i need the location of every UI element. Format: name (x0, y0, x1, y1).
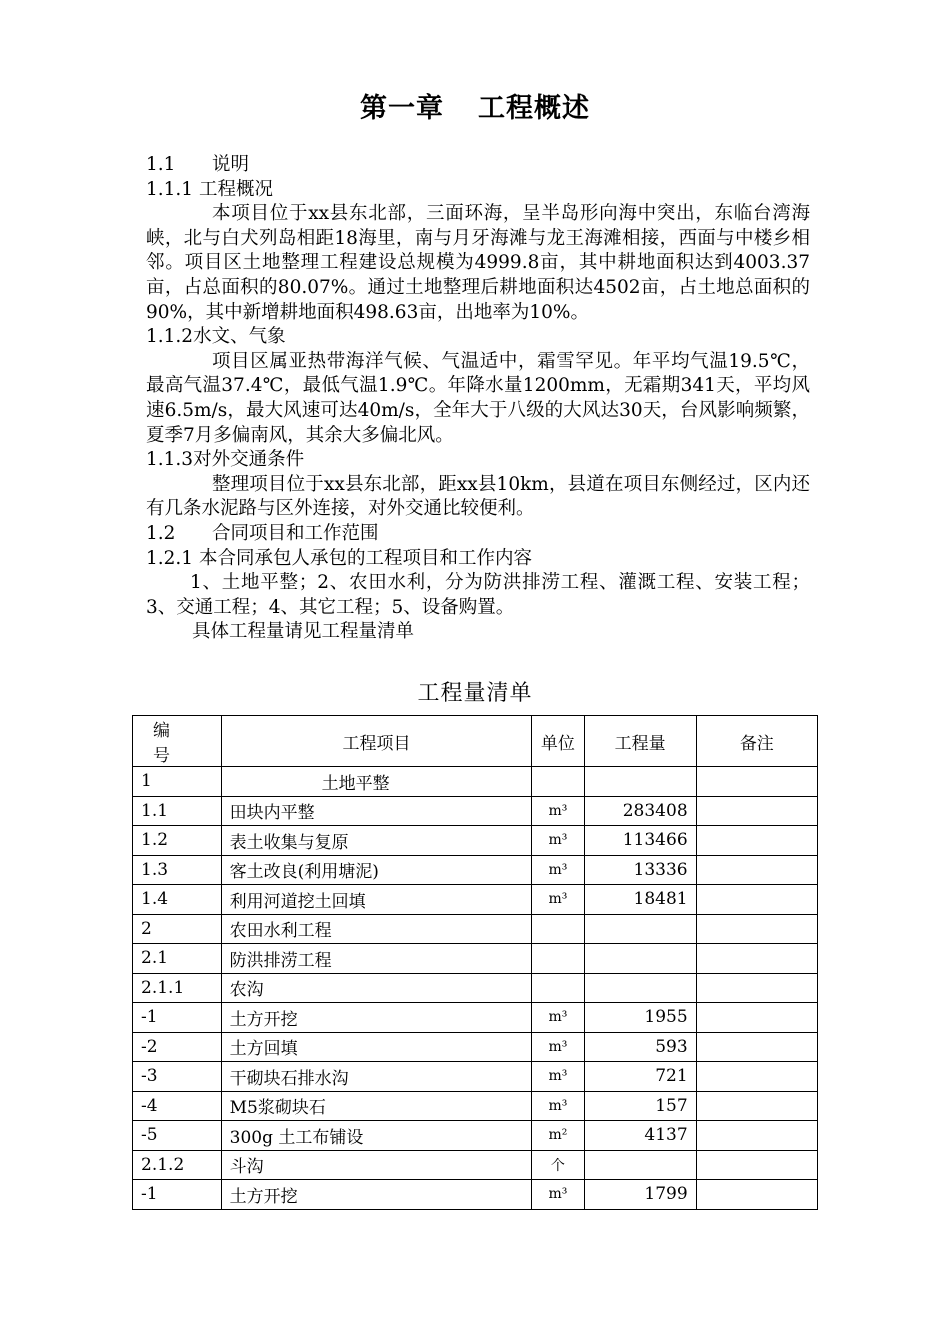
cell-unit: m³ (532, 826, 584, 856)
cell-item: 土地平整 (221, 767, 532, 797)
header-unit: 单位 (532, 716, 584, 767)
table-row (133, 1150, 818, 1180)
cell-num: -5 (133, 1121, 222, 1151)
cell-remark (696, 1150, 817, 1180)
cell-num: 1.3 (133, 855, 222, 885)
cell-qty (584, 973, 696, 1003)
cell-item: 农田水利工程 (221, 914, 532, 944)
table-row (133, 885, 818, 915)
table-title: 工程量清单 (417, 681, 533, 706)
cell-unit: m³ (532, 1062, 584, 1092)
cell-num: 1.1 (133, 796, 222, 826)
cell-item: 农沟 (221, 973, 532, 1003)
cell-qty: 721 (584, 1062, 696, 1092)
table-row (133, 914, 818, 944)
table-row (133, 1032, 818, 1062)
table-row (133, 944, 818, 974)
header-remark: 备注 (696, 716, 817, 767)
section-1-2-1-heading: 1.2.1 本合同承包人承包的工程项目和工作内容 (146, 547, 532, 569)
cell-num: -4 (133, 1091, 222, 1121)
cell-qty: 157 (584, 1091, 696, 1121)
cell-num: 2.1.2 (133, 1150, 222, 1180)
cell-num: 1 (133, 767, 222, 797)
cell-unit: m³ (532, 796, 584, 826)
section-1-2-1-note: 具体工程量请见工程量清单 (192, 621, 415, 643)
cell-unit: 个 (532, 1150, 584, 1180)
chapter-title (0, 86, 950, 125)
header-qty: 工程量 (584, 716, 696, 767)
header-num: 编 号 (133, 716, 222, 767)
cell-item: 防洪排涝工程 (221, 944, 532, 974)
cell-qty: 593 (584, 1032, 696, 1062)
table-row (133, 1003, 818, 1033)
table-row (133, 767, 818, 797)
cell-qty: 1799 (584, 1180, 696, 1210)
cell-item: 土方回填 (221, 1032, 532, 1062)
cell-unit: m³ (532, 1032, 584, 1062)
cell-remark (696, 1062, 817, 1092)
cell-qty: 18481 (584, 885, 696, 915)
cell-qty (584, 767, 696, 797)
body-text (146, 153, 810, 645)
cell-unit: m³ (532, 1091, 584, 1121)
cell-qty (584, 914, 696, 944)
cell-remark (696, 1091, 817, 1121)
table-row (133, 1091, 818, 1121)
cell-qty: 13336 (584, 855, 696, 885)
cell-unit (532, 944, 584, 974)
table-row (133, 826, 818, 856)
cell-remark (696, 973, 817, 1003)
cell-item: 表土收集与复原 (221, 826, 532, 856)
cell-unit (532, 914, 584, 944)
table-row (133, 1121, 818, 1151)
cell-qty: 1955 (584, 1003, 696, 1033)
section-1-1-3-heading: 1.1.3对外交通条件 (146, 449, 305, 471)
cell-qty: 4137 (584, 1121, 696, 1151)
table-row (133, 1180, 818, 1210)
cell-num: -1 (133, 1003, 222, 1033)
table-row (133, 1062, 818, 1092)
table-body (133, 767, 818, 1210)
cell-item: M5浆砌块石 (221, 1091, 532, 1121)
cell-remark (696, 1032, 817, 1062)
header-item: 工程项目 (221, 716, 532, 767)
cell-unit (532, 767, 584, 797)
cell-unit (532, 973, 584, 1003)
table-row (133, 855, 818, 885)
cell-remark (696, 1121, 817, 1151)
cell-unit: m² (532, 1121, 584, 1151)
cell-item: 干砌块石排水沟 (221, 1062, 532, 1092)
table-row (133, 796, 818, 826)
section-1-1-1-paragraph: 本项目位于xx县东北部，三面环海，呈半岛形向海中突出，东临台湾海峡，北与白犬列岛相距18海里，南与月牙海滩与龙王海滩相接，西面与中楼乡相邻。项目区土地整理工程建设总规模为4999.8亩，其中耕地面积达到4003.37亩，占总面积的80.07%。通过土地整理后耕地面积达4502亩，占土地总面积的90%，其中新增耕地面积498.63亩，出地率为10%。 (146, 203, 810, 323)
chapter-name: 工程概述 (478, 93, 590, 124)
quantity-table (132, 715, 818, 1210)
cell-unit: m³ (532, 885, 584, 915)
section-1-1-2-heading: 1.1.2水文、气象 (146, 326, 286, 348)
cell-remark (696, 885, 817, 915)
section-1-2-1-paragraph: 1、土地平整；2、农田水利，分为防洪排涝工程、灌溉工程、安装工程；3、交通工程；4、其它工程；5、设备购置。 (146, 572, 810, 618)
cell-item: 300g 土工布铺设 (221, 1121, 532, 1151)
cell-qty: 283408 (584, 796, 696, 826)
cell-unit: m³ (532, 1003, 584, 1033)
section-1-1-heading: 1.1 说明 (146, 154, 250, 175)
cell-num: 2.1 (133, 944, 222, 974)
cell-remark (696, 855, 817, 885)
cell-num: 1.2 (133, 826, 222, 856)
section-1-1-3-paragraph: 整理项目位于xx县东北部，距xx县10km，县道在项目东侧经过，区内还有几条水泥路与区外连接，对外交通比较便利。 (146, 473, 810, 520)
cell-qty (584, 1150, 696, 1180)
cell-unit: m³ (532, 855, 584, 885)
section-1-1-1-heading: 1.1.1 工程概况 (146, 178, 273, 200)
cell-num: 2.1.1 (133, 973, 222, 1003)
cell-remark (696, 796, 817, 826)
cell-qty (584, 944, 696, 974)
cell-remark (696, 1003, 817, 1033)
cell-item: 土方开挖 (221, 1180, 532, 1210)
cell-remark (696, 944, 817, 974)
cell-num: -1 (133, 1180, 222, 1210)
cell-num: 1.4 (133, 885, 222, 915)
cell-item: 客土改良(利用塘泥) (221, 855, 532, 885)
cell-remark (696, 914, 817, 944)
table-header-row (133, 716, 818, 767)
cell-num: -3 (133, 1062, 222, 1092)
section-1-2-heading: 1.2 合同项目和工作范围 (146, 522, 379, 544)
cell-item: 田块内平整 (221, 796, 532, 826)
cell-remark (696, 1180, 817, 1210)
cell-unit: m³ (532, 1180, 584, 1210)
cell-item: 土方开挖 (221, 1003, 532, 1033)
table-row (133, 973, 818, 1003)
cell-num: -2 (133, 1032, 222, 1062)
cell-item: 利用河道挖土回填 (221, 885, 532, 915)
cell-qty: 113466 (584, 826, 696, 856)
cell-num: 2 (133, 914, 222, 944)
chapter-number: 第一章 (360, 93, 444, 124)
section-1-1-2-paragraph: 项目区属亚热带海洋气候、气温适中，霜雪罕见。年平均气温19.5℃，最高气温37.4℃，最低气温1.9℃。年降水量1200mm，无霜期341天，平均风速6.5m/s，最大风速可达40m/s，全年大于八级的大风达30天，台风影响频繁，夏季7月多偏南风，其余大多偏北风。 (146, 350, 810, 446)
cell-remark (696, 767, 817, 797)
cell-remark (696, 826, 817, 856)
cell-item: 斗沟 (221, 1150, 532, 1180)
